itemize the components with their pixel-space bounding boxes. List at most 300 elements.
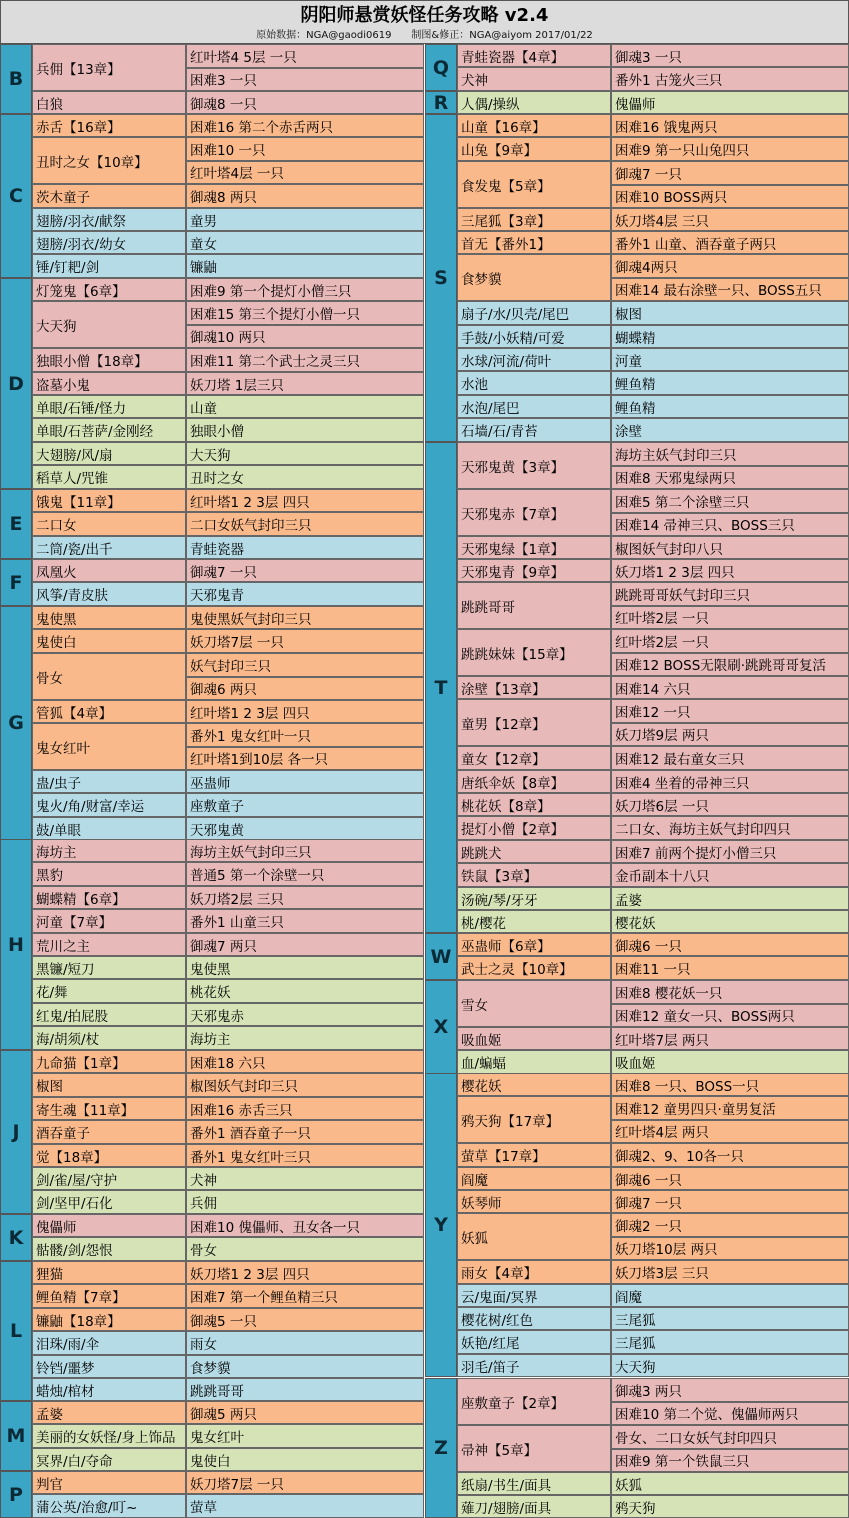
location-cell: 山童 [186,395,424,418]
table-row [457,489,849,536]
table-row [457,418,849,442]
location-cell: 妖刀塔7层 一只 [186,1471,424,1494]
monster-name: 食梦貘 [457,254,611,301]
monster-name: 天邪鬼黄【3章】 [457,442,611,489]
location-cell: 食梦貘 [186,1355,424,1378]
location-cell: 番外1 酒吞童子一只 [186,1120,424,1144]
location-cell: 独眼小僧 [186,418,424,442]
table-row [32,1144,424,1167]
table-row [32,1308,424,1331]
monster-name: 妖艳/红尾 [457,1330,611,1354]
location-cell: 鸦天狗 [611,1495,849,1518]
letter-label: B [0,44,32,114]
monster-name: 桃花妖【8章】 [457,793,611,816]
table-row [457,91,849,114]
location-cell: 困难8 天邪鬼绿两只 [611,466,849,490]
table-row [32,956,424,979]
table-row [32,1190,424,1214]
monster-name: 镰鼬【18章】 [32,1308,186,1331]
monster-name: 涂壁【13章】 [457,676,611,699]
location-cell: 红叶塔4层 两只 [611,1120,849,1144]
location-cell: 困难12 一只 [611,699,849,723]
monster-name: 青蛙瓷器【4章】 [457,44,611,67]
monster-name: 管狐【4章】 [32,700,186,723]
monster-name: 跳跳妹妹【15章】 [457,629,611,676]
table-row [32,1448,424,1471]
table-row [457,1307,849,1330]
monster-name: 天邪鬼青【9章】 [457,559,611,582]
location-cell: 困难9 第一个提灯小僧三只 [186,278,424,301]
location-cell: 童女 [186,231,424,254]
letter-label: P [0,1471,32,1518]
table-row [32,278,424,301]
monster-name: 童女【12章】 [457,746,611,770]
table-row [32,582,424,606]
location-cell: 御魂6 两只 [186,677,424,701]
location-cell: 天邪鬼黄 [186,817,424,840]
monster-name: 山兔【9章】 [457,137,611,161]
location-cell: 大天狗 [611,1354,849,1377]
monster-name: 鬼火/角/财富/幸运 [32,793,186,817]
location-cell: 天邪鬼赤 [186,1003,424,1026]
monster-name: 白狼 [32,91,186,114]
table-row [457,1472,849,1495]
location-cell: 红叶塔7层 两只 [611,1027,849,1050]
monster-name: 武士之灵【10章】 [457,956,611,980]
letter-label: Q [425,44,457,91]
letter-label: F [0,559,32,606]
table-row [457,1190,849,1213]
location-cell: 困难16 赤舌三只 [186,1097,424,1120]
monster-name: 盗墓小鬼 [32,372,186,395]
location-cell: 御魂3 两只 [611,1378,849,1402]
table-row [457,1354,849,1377]
monster-name: 风筝/青皮肤 [32,582,186,606]
table-row [32,1378,424,1401]
table-row [32,1214,424,1237]
monster-name: 座敷童子【2章】 [457,1378,611,1425]
location-cell: 妖刀塔 1层三只 [186,372,424,395]
monster-name: 雪女 [457,980,611,1027]
location-cell: 御魂7 一只 [611,1190,849,1213]
table-row [457,348,849,371]
table-row [457,699,849,746]
table-row [32,512,424,536]
table-row [32,979,424,1003]
group-t [425,442,849,933]
table-row [32,933,424,956]
table-row [457,137,849,161]
location-cell: 巫蛊师 [186,770,424,793]
location-cell: 困难11 一只 [611,956,849,980]
table-row [457,1495,849,1518]
location-cell: 妖狐 [611,1472,849,1495]
table-row [32,1471,424,1494]
location-cell: 御魂2 一只 [611,1213,849,1237]
location-cell: 御魂6 一只 [611,933,849,956]
monster-name: 茨木童子 [32,184,186,208]
letter-label: J [0,1050,32,1214]
location-cell: 阎魔 [611,1284,849,1307]
table-row [457,371,849,395]
location-cell: 二口女妖气封印三只 [186,512,424,536]
monster-name: 椒图 [32,1073,186,1097]
table-row [457,863,849,887]
table-row [457,1027,849,1050]
location-cell: 孟婆 [611,887,849,910]
location-cell: 困难5 第二个涂壁三只 [611,489,849,513]
monster-name: 酒吞童子 [32,1120,186,1144]
monster-name: 泪珠/雨/伞 [32,1331,186,1355]
table-row [457,840,849,863]
monster-name: 鬼使黑 [32,606,186,629]
monster-name: 骨女 [32,653,186,700]
table-row [457,208,849,231]
location-cell: 座敷童子 [186,793,424,817]
table-row [457,676,849,699]
letter-label: G [0,606,32,840]
location-cell: 妖气封印三只 [186,653,424,677]
location-cell: 丑时之女 [186,465,424,489]
table-row [32,1424,424,1448]
location-cell: 困难8 一只、BOSS一只 [611,1073,849,1096]
letter-label: Z [425,1378,457,1518]
group-r [425,91,849,114]
monster-name: 山童【16章】 [457,114,611,137]
table-row [32,418,424,442]
location-cell: 困难9 第一个铁鼠三只 [611,1449,849,1473]
table-row [32,231,424,254]
table-row [457,1378,849,1425]
monster-name: 二口女 [32,512,186,536]
location-cell: 二口女、海坊主妖气封印四只 [611,816,849,840]
monster-name: 狸猫 [32,1261,186,1284]
group-d [0,278,424,489]
monster-name: 童男【12章】 [457,699,611,746]
monster-name: 妖琴师 [457,1190,611,1213]
location-cell: 困难7 前两个提灯小僧三只 [611,840,849,863]
letter-label: M [0,1401,32,1471]
table-row [32,348,424,372]
table-row [32,606,424,629]
location-cell: 妖刀塔6层 一只 [611,793,849,816]
monster-name: 铃铛/噩梦 [32,1355,186,1378]
monster-name: 鲤鱼精【7章】 [32,1284,186,1308]
header [0,0,849,44]
location-cell: 困难10 一只 [186,137,424,161]
group-g [0,606,424,840]
table-row [32,793,424,817]
monster-name: 铁鼠【3章】 [457,863,611,887]
location-cell: 困难9 第一只山兔四只 [611,137,849,161]
table-row [457,559,849,582]
letter-label: E [0,489,32,559]
letter-label: Y [425,1073,457,1377]
table-row [457,161,849,208]
location-cell: 御魂8 两只 [186,184,424,208]
table-row [457,956,849,980]
location-cell: 番外1 古笼火三只 [611,67,849,91]
location-cell: 红叶塔1 2 3层 四只 [186,700,424,723]
table-row [32,489,424,512]
location-cell: 红叶塔1到10层 各一只 [186,747,424,771]
monster-name: 天邪鬼赤【7章】 [457,489,611,536]
monster-name: 海坊主 [32,839,186,862]
monster-name: 剑/雀/屋/守护 [32,1167,186,1190]
table-row [32,909,424,933]
monster-name: 翅膀/羽衣/献祭 [32,208,186,231]
letter-label: K [0,1214,32,1261]
letter-label: L [0,1261,32,1401]
table-row [457,1213,849,1260]
location-cell: 妖刀塔1 2 3层 四只 [186,1261,424,1284]
table-row [457,325,849,348]
monster-name: 稻草人/咒锥 [32,465,186,489]
letter-label: R [425,91,457,114]
monster-name: 傀儡师 [32,1214,186,1237]
group-e [0,489,424,559]
table-row [32,1237,424,1261]
location-cell: 蝴蝶精 [611,325,849,348]
monster-name: 美丽的女妖怪/身上饰品 [32,1424,186,1448]
letter-label: X [425,980,457,1074]
location-cell: 妖刀塔4层 三只 [611,208,849,231]
table-row [32,465,424,489]
location-cell: 困难15 第三个提灯小僧一只 [186,301,424,325]
table-row [32,700,424,723]
table-row [32,114,424,137]
monster-name: 花/舞 [32,979,186,1003]
table-row [457,629,849,676]
group-k [0,1214,424,1261]
location-cell: 雨女 [186,1331,424,1355]
table-row [457,1096,849,1143]
location-cell: 红叶塔4层 一只 [186,161,424,185]
table-row [32,91,424,114]
table-row [32,1284,424,1308]
monster-name: 大翅膀/风/扇 [32,442,186,465]
table-row [457,301,849,325]
location-cell: 海坊主 [186,1026,424,1050]
monster-name: 鬼女红叶 [32,723,186,770]
table-row [457,746,849,770]
group-f [0,559,424,606]
group-s [425,114,849,442]
location-cell: 椒图 [611,301,849,325]
location-cell: 樱花妖 [611,910,849,933]
table-row [32,559,424,582]
location-cell: 犬神 [186,1167,424,1190]
location-cell: 困难8 樱花妖一只 [611,980,849,1004]
location-cell: 妖刀塔2层 三只 [186,886,424,909]
page-title: 阴阳师悬赏妖怪任务攻略 v2.4 [300,5,549,26]
monster-name: 阎魔 [457,1167,611,1190]
table-row [32,1120,424,1144]
monster-name: 樱花妖 [457,1073,611,1096]
location-cell: 御魂10 两只 [186,325,424,349]
monster-name: 骷髅/剑/怨恨 [32,1237,186,1261]
monster-name: 蜡烛/棺材 [32,1378,186,1401]
monster-name: 灯笼鬼【6章】 [32,278,186,301]
location-cell: 海坊主妖气封印三只 [186,839,424,862]
location-cell: 镰鼬 [186,254,424,278]
monster-name: 樱花树/红色 [457,1307,611,1330]
location-cell: 御魂7 一只 [186,559,424,582]
location-cell: 红叶塔1 2 3层 四只 [186,489,424,512]
location-cell: 困难10 傀儡师、丑女各一只 [186,1214,424,1237]
monster-name: 赤舌【16章】 [32,114,186,137]
table-row [457,1260,849,1284]
location-cell: 金币副本十八只 [611,863,849,887]
monster-name: 水球/河流/荷叶 [457,348,611,371]
location-cell: 吸血姬 [611,1050,849,1074]
monster-name: 饿鬼【11章】 [32,489,186,512]
monster-name: 鸦天狗【17章】 [457,1096,611,1143]
monster-name: 扇子/水/贝壳/尾巴 [457,301,611,325]
monster-name: 蒲公英/治愈/叮~ [32,1494,186,1518]
table-row [457,44,849,67]
location-cell: 红叶塔2层 一只 [611,606,849,630]
table-row [457,231,849,254]
location-cell: 困难12 最右童女三只 [611,746,849,770]
monster-name: 冥界/白/夺命 [32,1448,186,1471]
monster-name: 人偶/操纵 [457,91,611,114]
table-row [457,1425,849,1472]
location-cell: 困难10 BOSS两只 [611,185,849,209]
table-row [32,653,424,700]
location-cell: 鲤鱼精 [611,395,849,418]
monster-name: 判官 [32,1471,186,1494]
location-cell: 普通5 第一个涂壁一只 [186,862,424,886]
monster-name: 河童【7章】 [32,909,186,933]
monster-name: 汤碗/琴/牙牙 [457,887,611,910]
table-row [457,910,849,933]
location-cell: 番外1 鬼女红叶一只 [186,723,424,747]
monster-name: 犬神 [457,67,611,91]
letter-label: T [425,442,457,933]
monster-name: 雨女【4章】 [457,1260,611,1284]
table-row [457,395,849,418]
monster-name: 丑时之女【10章】 [32,137,186,184]
table-row [32,372,424,395]
monster-name: 凤凰火 [32,559,186,582]
location-cell: 傀儡师 [611,91,849,114]
monster-name: 血/蝙蝠 [457,1050,611,1074]
group-h [0,839,424,1050]
monster-name: 二筒/瓷/出千 [32,536,186,559]
location-cell: 御魂2、9、10各一只 [611,1143,849,1167]
monster-name: 巫蛊师【6章】 [457,933,611,956]
table-row [32,886,424,909]
location-cell: 骨女 [186,1237,424,1261]
monster-name: 天邪鬼绿【1章】 [457,536,611,559]
location-cell: 海坊主妖气封印三只 [611,442,849,466]
location-cell: 童男 [186,208,424,231]
group-c [0,114,424,278]
location-cell: 困难14 六只 [611,676,849,699]
location-cell: 青蛙瓷器 [186,536,424,559]
table-row [32,1355,424,1378]
table-row [457,980,849,1027]
table-row [32,1167,424,1190]
location-cell: 红叶塔4 5层 一只 [186,44,424,68]
monster-name: 单眼/石菩萨/金刚经 [32,418,186,442]
monster-name: 石墙/石/青苔 [457,418,611,442]
table-row [32,208,424,231]
monster-name: 薙刀/翅膀/面具 [457,1495,611,1518]
monster-name: 蛊/虫子 [32,770,186,793]
table-row [32,1050,424,1073]
location-cell: 桃花妖 [186,979,424,1003]
location-cell: 御魂4两只 [611,254,849,278]
location-cell: 鬼使黑妖气封印三只 [186,606,424,629]
location-cell: 困难3 一只 [186,68,424,92]
monster-name: 剑/坚甲/石化 [32,1190,186,1214]
monster-name: 孟婆 [32,1401,186,1424]
table-row [32,301,424,348]
letter-label: D [0,278,32,489]
location-cell: 困难7 第一个鲤鱼精三只 [186,1284,424,1308]
table-row [32,44,424,91]
table-row [457,67,849,91]
location-cell: 御魂8 一只 [186,91,424,114]
monster-name: 帚神【5章】 [457,1425,611,1472]
location-cell: 跳跳哥哥妖气封印三只 [611,582,849,606]
group-b [0,44,424,114]
location-cell: 三尾狐 [611,1330,849,1354]
location-cell: 困难4 坐着的帚神三只 [611,770,849,793]
monster-name: 跳跳哥哥 [457,582,611,629]
table-row [457,536,849,559]
location-cell: 御魂7 两只 [186,933,424,956]
group-q [425,44,849,91]
location-cell: 鬼女红叶 [186,1424,424,1448]
table-row [457,793,849,816]
location-cell: 跳跳哥哥 [186,1378,424,1401]
monster-name: 荒川之主 [32,933,186,956]
table-row [32,1401,424,1424]
monster-name: 黑豹 [32,862,186,886]
monster-name: 首无【番外1】 [457,231,611,254]
table-row [32,1331,424,1355]
group-l [0,1261,424,1401]
monster-name: 桃/樱花 [457,910,611,933]
location-cell: 骨女、二口女妖气封印四只 [611,1425,849,1449]
table-row [457,1073,849,1096]
location-cell: 御魂7 一只 [611,161,849,185]
location-cell: 天邪鬼青 [186,582,424,606]
monster-name: 吸血姬 [457,1027,611,1050]
monster-name: 跳跳犬 [457,840,611,863]
table-row [32,1073,424,1097]
location-cell: 妖刀塔10层 两只 [611,1237,849,1261]
monster-name: 鼓/单眼 [32,817,186,840]
group-j [0,1050,424,1214]
monster-name: 三尾狐【3章】 [457,208,611,231]
monster-name: 萤草【17章】 [457,1143,611,1167]
table-row [32,1261,424,1284]
monster-name: 纸扇/书生/面具 [457,1472,611,1495]
letter-label: W [425,933,457,980]
location-cell: 困难16 饿鬼两只 [611,114,849,137]
table-row [457,1050,849,1074]
monster-name: 提灯小僧【2章】 [457,816,611,840]
location-cell: 河童 [611,348,849,371]
monster-name: 手鼓/小妖精/可爱 [457,325,611,348]
location-cell: 大天狗 [186,442,424,465]
monster-name: 水泡/尾巴 [457,395,611,418]
table-row [32,1097,424,1120]
